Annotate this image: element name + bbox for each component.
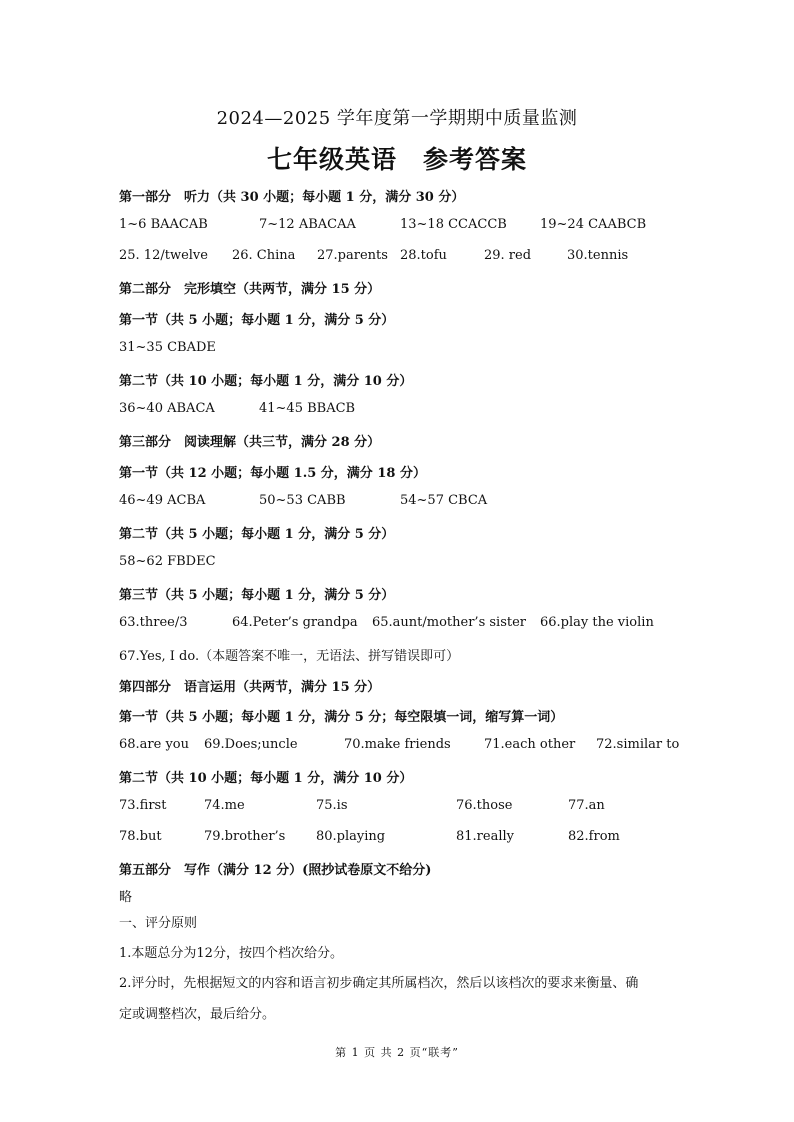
scoring-rule-1: 1.本题总分为12分，按四个档次给分。 bbox=[119, 946, 343, 961]
part3-section2-heading: 第二节（共 5 小题；每小题 1 分，满分 5 分） bbox=[119, 527, 395, 542]
answer-item: 75.is bbox=[316, 798, 348, 813]
page-footer: 第 1 页 共 2 页“联考” bbox=[335, 1046, 459, 1059]
answer-item: 28.tofu bbox=[400, 248, 447, 263]
part3-section1-heading: 第一节（共 12 小题；每小题 1.5 分，满分 18 分） bbox=[119, 466, 426, 481]
answer-item: 29. red bbox=[484, 248, 532, 263]
answer-item: 72.similar to bbox=[596, 737, 680, 752]
part4-heading: 第四部分 语言运用（共两节，满分 15 分） bbox=[119, 680, 381, 695]
part4-section2-heading: 第二节（共 10 小题；每小题 1 分，满分 10 分） bbox=[119, 771, 413, 786]
answer-group: 46~49 ACBA bbox=[119, 493, 206, 508]
answer-item: 71.each other bbox=[484, 737, 576, 752]
answer-item: 27.parents bbox=[317, 248, 388, 263]
answer-item: 82.from bbox=[568, 829, 620, 844]
answer-item: 73.first bbox=[119, 798, 167, 813]
answer-item: 66.play the violin bbox=[540, 615, 654, 630]
answer-group: 41~45 BBACB bbox=[259, 401, 356, 416]
answer-item: 67.Yes, I do.（本题答案不唯一，无语法、拼写错误即可） bbox=[119, 649, 460, 664]
answer-item: 76.those bbox=[456, 798, 513, 813]
part2-section2-heading: 第二节（共 10 小题；每小题 1 分，满分 10 分） bbox=[119, 374, 413, 389]
answer-group: 54~57 CBCA bbox=[400, 493, 488, 508]
subject-title: 七年级英语 bbox=[266, 145, 397, 174]
answer-group: 13~18 CCACCB bbox=[400, 217, 507, 232]
answer-key-title: 参考答案 bbox=[423, 145, 528, 174]
answer-item: 81.really bbox=[456, 829, 514, 844]
part1-heading: 第一部分 听力（共 30 小题；每小题 1 分，满分 30 分） bbox=[119, 190, 465, 205]
answer-item: 64.Peter’s grandpa bbox=[232, 615, 358, 630]
part2-section1-heading: 第一节（共 5 小题；每小题 1 分，满分 5 分） bbox=[119, 313, 395, 328]
scoring-rule-2-line1: 2.评分时，先根据短文的内容和语言初步确定其所属档次，然后以该档次的要求来衡量、确 bbox=[119, 976, 639, 991]
answer-item: 80.playing bbox=[316, 829, 386, 844]
answer-item: 78.but bbox=[119, 829, 162, 844]
part5-heading: 第五部分 写作（满分 12 分）(照抄试卷原文不给分) bbox=[119, 863, 432, 878]
answer-item: 70.make friends bbox=[344, 737, 451, 752]
answer-item: 77.an bbox=[568, 798, 605, 813]
answer-item: 74.me bbox=[204, 798, 245, 813]
answer-group: 19~24 CAABCB bbox=[540, 217, 647, 232]
answer-group: 50~53 CABB bbox=[259, 493, 346, 508]
part3-section3-heading: 第三节（共 5 小题；每小题 1 分，满分 5 分） bbox=[119, 588, 395, 603]
answer-group: 1~6 BAACAB bbox=[119, 217, 208, 232]
writing-answer-omitted: 略 bbox=[119, 890, 133, 905]
part4-section1-heading: 第一节（共 5 小题；每小题 1 分，满分 5 分；每空限填一词，缩写算一词） bbox=[119, 710, 564, 725]
scoring-principles-heading: 一、评分原则 bbox=[119, 916, 198, 931]
answer-item: 65.aunt/mother’s sister bbox=[372, 615, 527, 630]
answer-item: 25. 12/twelve bbox=[119, 248, 208, 263]
exam-title: 2024—2025 学年度第一学期期中质量监测 bbox=[216, 108, 578, 129]
scoring-rule-2-line2: 定或调整档次，最后给分。 bbox=[119, 1007, 276, 1022]
answer-item: 26. China bbox=[232, 248, 296, 263]
answer-group: 58~62 FBDEC bbox=[119, 554, 216, 569]
answer-item: 68.are you bbox=[119, 737, 190, 752]
answer-group: 7~12 ABACAA bbox=[259, 217, 356, 232]
answer-item: 63.three/3 bbox=[119, 615, 188, 630]
part3-heading: 第三部分 阅读理解（共三节，满分 28 分） bbox=[119, 435, 381, 450]
page-title bbox=[0, 140, 794, 176]
answer-group: 31~35 CBADE bbox=[119, 340, 216, 355]
answer-item: 69.Does;uncle bbox=[204, 737, 298, 752]
answer-group: 36~40 ABACA bbox=[119, 401, 215, 416]
part2-heading: 第二部分 完形填空（共两节，满分 15 分） bbox=[119, 282, 381, 297]
answer-item: 30.tennis bbox=[567, 248, 629, 263]
answer-item: 79.brother’s bbox=[204, 829, 286, 844]
